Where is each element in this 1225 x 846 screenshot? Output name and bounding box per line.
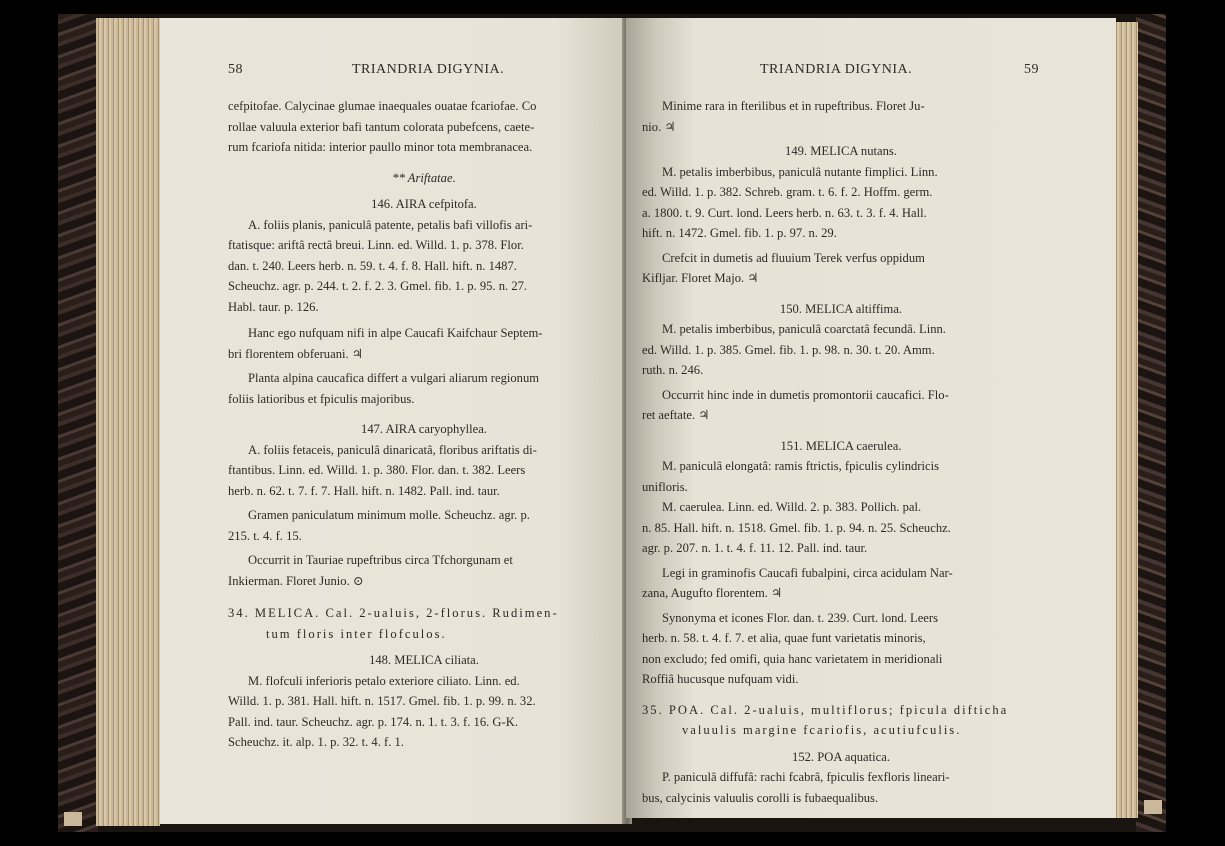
species-heading: 148. MELICA ciliata. [369,653,479,667]
right-running-head: TRIANDRIA DIGYNIA. [760,62,913,77]
text-line: ed. Willd. 1. p. 382. Schreb. gram. t. 6. f. 2. Hoffm. germ. [642,185,933,199]
text-line: non excludo; fed omifi, quia hanc varietatem in meridionali [642,651,943,666]
text-line: rollae valuula exterior bafi tantum colorata pubefcens, caete- [228,119,535,134]
text-line: herb. n. 62. t. 7. f. 7. Hall. hift. n. 1482. Pall. ind. taur. [228,483,500,498]
text-line: ret aeftate. ♃ [642,408,710,422]
text-line: M. paniculâ elongatâ: ramis ftrictis, fpiculis cylindricis [662,459,939,473]
left-page [160,18,626,824]
text-line: foliis latioribus et fpiculis majoribus. [228,391,415,406]
text-line: rum fcariofa nitida: interior paullo minor tota membranacea. [228,140,533,154]
text-line: a. 1800. t. 9. Curt. lond. Leers herb. n. 63. t. 3. f. 4. Hall. [642,205,927,220]
text-line: Inkierman. Floret Junio. ⊙ [228,573,364,588]
right-cover-marbled [1136,14,1166,832]
text-line: 215. t. 4. f. 15. [228,528,302,543]
text-line: bri florentem obferuani. ♃ [228,346,364,361]
text-line: Occurrit hinc inde in dumetis promontorii caucafici. Flo- [662,387,949,402]
text-line: Willd. 1. p. 381. Hall. hift. n. 1517. Gmel. fib. 1. p. 99. n. 32. [228,694,536,708]
text-line: Occurrit in Tauriae rupeftribus circa Tfchorgunam et [248,553,513,567]
right-page-edges [1114,22,1138,818]
left-running-head: TRIANDRIA DIGYNIA. [352,62,505,77]
text-line: P. paniculâ diffufâ: rachi fcabrâ, fpiculis fexfloris lineari- [662,770,950,784]
corner-left [64,812,82,826]
right-page-text [642,96,1040,808]
text-line: M. flofculi inferioris petalo exteriore ciliato. Linn. ed. [248,673,520,688]
text-line: hift. n. 1472. Gmel. fib. 1. p. 97. n. 29. [642,226,837,240]
text-line: Synonyma et icones Flor. dan. t. 239. Curt. lond. Leers [662,610,938,625]
text-line: ed. Willd. 1. p. 385. Gmel. fib. 1. p. 98. n. 30. t. 20. Amm. [642,342,935,357]
text-line: Planta alpina caucafica differt a vulgari aliarum regionum [248,371,540,385]
text-line: M. petalis imberbibus, paniculâ coarctatâ fecundâ. Linn. [662,322,946,336]
text-line: Gramen paniculatum minimum molle. Scheuchz. agr. p. [248,508,530,522]
text-line: Scheuchz. it. alp. 1. p. 32. t. 4. f. 1. [228,735,404,749]
text-line: agr. p. 207. n. 1. t. 4. f. 11. 12. Pall. ind. taur. [642,541,868,555]
text-line: cefpitofae. Calycinae glumae inaequales ouatae fcariofae. Co [228,99,537,113]
species-heading: 151. MELICA caerulea. [780,438,902,453]
text-line: Kifljar. Floret Majo. ♃ [642,271,759,285]
text-line: ruth. n. 246. [642,363,704,377]
species-heading: 150. MELICA altiffima. [779,301,903,316]
text-line: ftatisque: ariftâ rectâ breui. Linn. ed. Willd. 1. p. 378. Flor. [228,238,524,252]
left-cover-marbled [58,14,98,832]
left-page-text [228,96,620,753]
section-heading: ** Ariftatae. [392,170,456,185]
species-heading: 152. POA aquatica. [792,749,890,764]
text-line: ftantibus. Linn. ed. Willd. 1. p. 380. Flor. dan. t. 382. Leers [228,463,526,477]
text-line: Hanc ego nufquam nifi in alpe Caucafi Kaifchaur Septem- [248,326,543,340]
species-heading: 149. MELICA nutans. [785,144,897,158]
text-line: Crefcit in dumetis ad fluuium Terek verfus oppidum [662,250,925,265]
left-page-edges [96,18,160,826]
left-page-number: 58 [228,62,243,77]
text-line: Legi in graminofis Caucafi fubalpini, circa acidulam Nar- [662,565,953,580]
text-line: Habl. taur. p. 126. [228,299,319,314]
corner-right [1144,800,1162,814]
text-line: unifloris. [642,479,688,494]
text-line: Scheuchz. agr. p. 244. t. 2. f. 2. 3. Gmel. fib. 1. p. 95. n. 27. [228,279,528,293]
text-line: Minime rara in fterilibus et in rupeftribus. Floret Ju- [662,99,925,113]
text-line: A. foliis planis, paniculâ patente, petalis bafi villofis ari- [248,217,533,232]
text-line: dan. t. 240. Leers herb. n. 59. t. 4. f. 8. Hall. hift. n. 1487. [228,258,517,273]
genus-heading: 35. POA. Cal. 2-ualuis, multiflorus; fpicula difticha [642,702,1009,717]
species-heading: 147. AIRA caryophyllea. [361,422,487,436]
text-line: Roffiâ hucusque nufquam vidi. [642,672,799,686]
text-line: A. foliis fetaceis, paniculâ dinaricatâ, floribus ariftatis di- [248,442,537,457]
species-heading: 146. AIRA cefpitofa. [371,197,477,211]
text-line: M. caerulea. Linn. ed. Willd. 2. p. 383. Pollich. pal. [662,500,922,514]
genus-heading: valuulis margine fcariofis, acutiufculis. [682,723,962,737]
text-line: zana, Augufto florentem. ♃ [642,586,783,600]
text-line: herb. n. 58. t. 4. f. 7. et alia, quae funt varietatis minoris, [642,631,926,645]
text-line: bus, calycinis valuulis corolli is fubaequalibus. [642,790,879,805]
genus-heading: tum floris inter flofculos. [266,626,447,641]
text-line: nio. ♃ [642,119,676,134]
right-page-number: 59 [1024,62,1039,77]
right-page [626,18,1116,818]
text-line: n. 85. Hall. hift. n. 1518. Gmel. fib. 1. p. 94. n. 25. Scheuchz. [642,520,951,535]
text-line: M. petalis imberbibus, paniculâ nutante fimplici. Linn. [662,164,938,179]
text-line: Pall. ind. taur. Scheuchz. agr. p. 174. n. 1. t. 3. f. 16. G-K. [228,714,518,729]
genus-heading: 34. MELICA. Cal. 2-ualuis, 2-florus. Rudimen- [228,606,559,620]
